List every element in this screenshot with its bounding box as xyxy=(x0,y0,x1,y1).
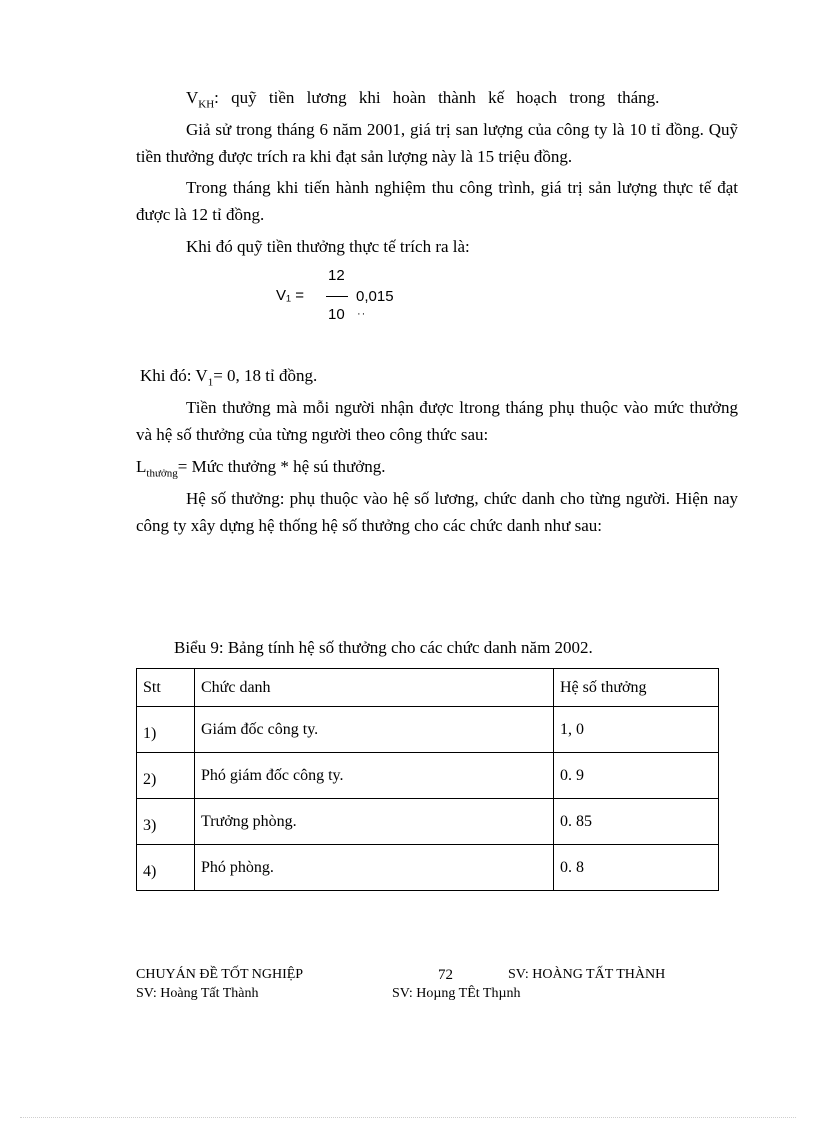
table-row xyxy=(137,799,719,845)
table-caption: Biểu 9: Bảng tính hệ số thưởng cho các chức danh năm 2002. xyxy=(174,638,593,657)
header-stt: Stt xyxy=(137,669,195,707)
result-prefix: Khi đó: V xyxy=(140,366,208,385)
row-title: Giám đốc công ty. xyxy=(195,707,554,753)
vkh-text: : quỹ tiền lương khi hoàn thành kế hoạch trong tháng. xyxy=(214,88,660,107)
formula-dots: ·· xyxy=(357,308,367,320)
formula-lhs: V₁ = xyxy=(276,287,304,304)
paragraph-bonus-rule: Tiền thưởng mà mỗi người nhận được ltrong tháng phụ thuộc vào mức thưởng và hệ số thưởng của từng người theo công thức sau: xyxy=(136,398,738,444)
bonus-coefficient-table xyxy=(136,668,719,891)
table-row xyxy=(137,753,719,799)
fraction-bar xyxy=(326,296,348,297)
paragraph-bonus-fund: Khi đó quỹ tiền thưởng thực tế trích ra là: xyxy=(186,237,470,256)
lthuong-subscript: thưởng xyxy=(146,467,178,480)
formula-numerator: 12 xyxy=(328,267,345,284)
row-title: Trưởng phòng. xyxy=(195,799,554,845)
header-title: Chức danh xyxy=(195,669,554,707)
result-line xyxy=(140,362,742,396)
paragraph-assumption: Giả sử trong tháng 6 năm 2001, giá trị san lượng của công ty là 10 tỉ đồng. Quỹ tiền thưởng được trích ra khi đạt sản lượng này là 15 triệu đồng. xyxy=(136,120,738,166)
footer-page-number: 72 xyxy=(438,967,453,983)
row-index: 1) xyxy=(137,707,195,753)
paragraph-vkh xyxy=(136,84,738,118)
row-title: Phó giám đốc công ty. xyxy=(195,753,554,799)
lthuong-text: = Mức thưởng * hệ sú thưởng. xyxy=(177,457,386,476)
row-coefficient: 0. 8 xyxy=(554,845,719,891)
formula-coefficient: 0,015 xyxy=(356,288,394,305)
result-subscript: 1 xyxy=(207,376,214,389)
row-index: 2) xyxy=(137,753,195,799)
footer-author-right: SV: Hoµng TÊt Thµnh xyxy=(392,986,521,1001)
table-header-row xyxy=(137,669,719,707)
bonus-formula-line xyxy=(136,453,738,487)
row-index: 4) xyxy=(137,845,195,891)
row-coefficient: 0. 9 xyxy=(554,753,719,799)
footer-title: CHUYÁN ĐỀ TỐT NGHIỆP xyxy=(136,967,304,982)
paragraph-acceptance: Trong tháng khi tiến hành nghiệm thu công trình, giá trị sản lượng thực tế đạt được là 12 tỉ đồng. xyxy=(136,178,738,224)
footer-author-left: SV: Hoàng Tất Thành xyxy=(136,986,259,1001)
page-bottom-divider xyxy=(20,1117,796,1118)
row-title: Phó phòng. xyxy=(195,845,554,891)
vkh-subscript: KH xyxy=(198,98,215,111)
bonus-fund-formula xyxy=(276,266,416,332)
header-coefficient: Hệ số thưởng xyxy=(554,669,719,707)
result-text: = 0, 18 tỉ đồng. xyxy=(213,366,318,385)
table-row xyxy=(137,845,719,891)
lthuong-symbol: L xyxy=(136,457,147,476)
footer-author-upper: SV: HOÀNG TẤT THÀNH xyxy=(508,967,666,982)
paragraph-coefficient: Hệ số thưởng: phụ thuộc vào hệ số lương, chức danh cho từng người. Hiện nay công ty xây dựng hệ thống hệ số thưởng cho các chức danh như sau: xyxy=(136,489,738,535)
table-row xyxy=(137,707,719,753)
row-coefficient: 1, 0 xyxy=(554,707,719,753)
row-index: 3) xyxy=(137,799,195,845)
row-coefficient: 0. 85 xyxy=(554,799,719,845)
formula-denominator: 10 xyxy=(328,306,345,323)
vkh-symbol: V xyxy=(186,88,199,107)
